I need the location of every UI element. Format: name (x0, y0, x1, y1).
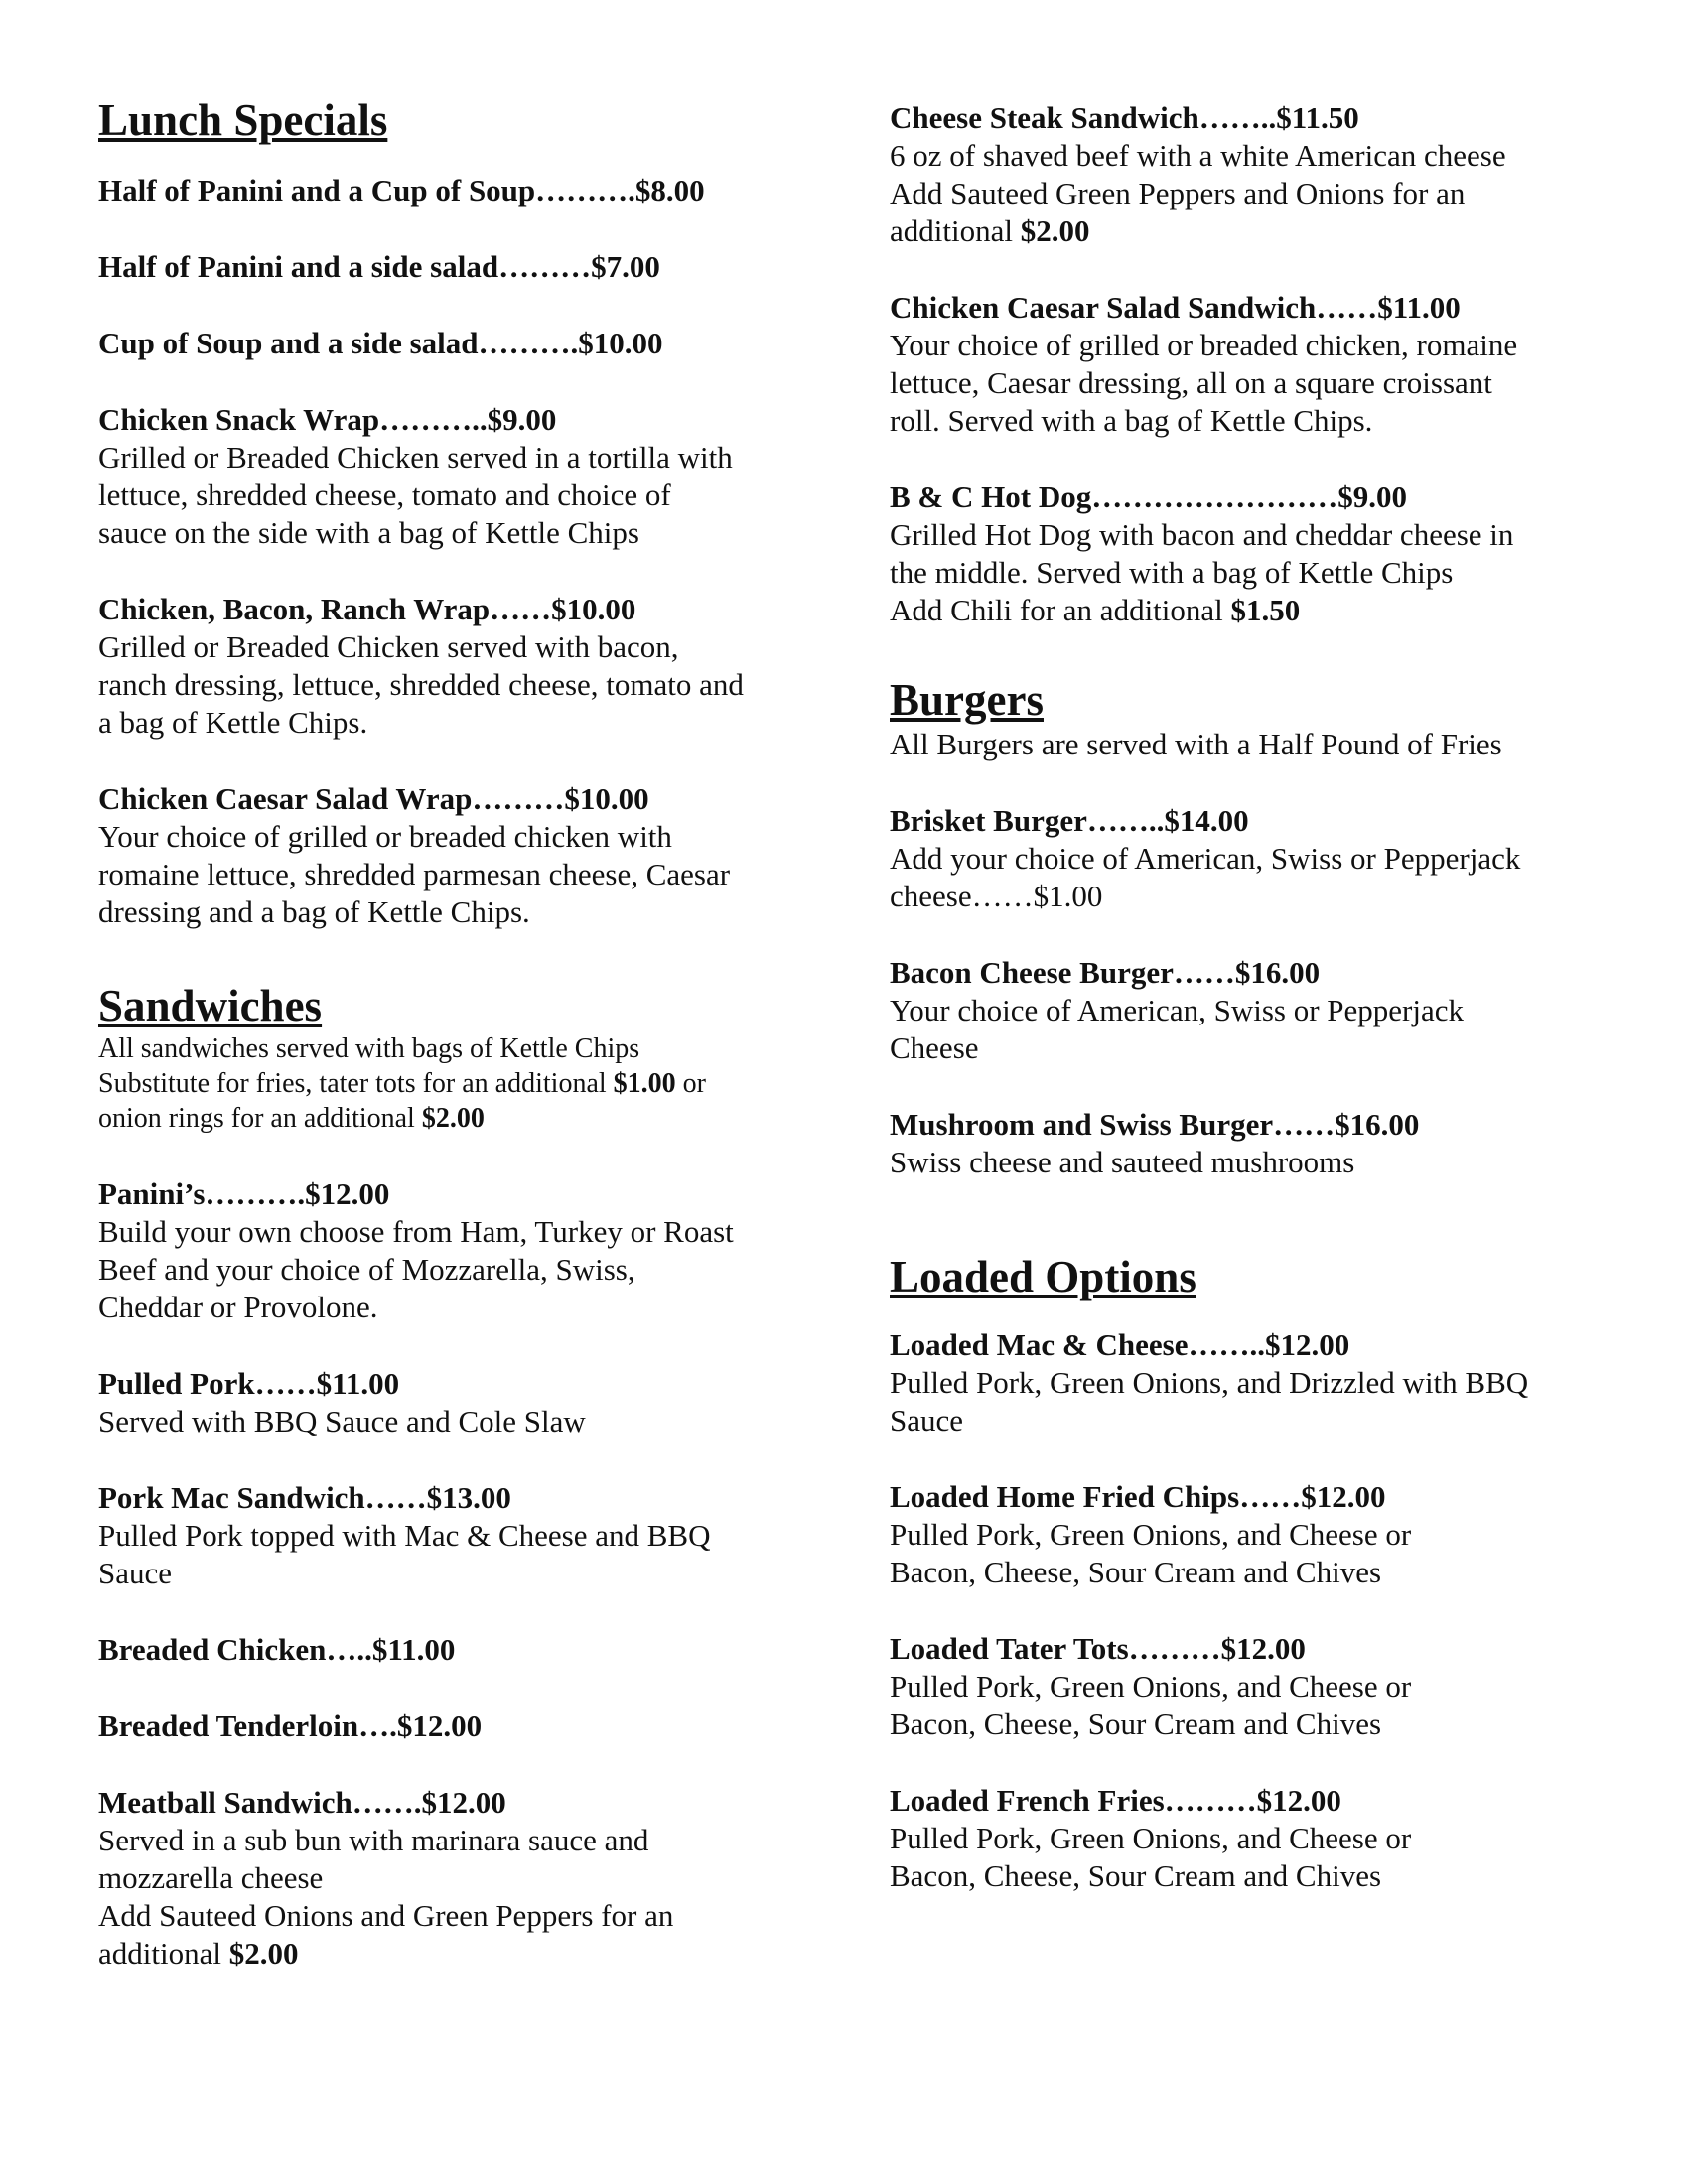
item-description: Pulled Pork, Green Onions, and Cheese or (890, 1821, 1412, 1855)
item-description: Sauce (98, 1556, 173, 1590)
desc-price: $1.50 (1230, 593, 1301, 627)
menu-item (890, 954, 1605, 1067)
item-description: Bacon, Cheese, Sour Cream and Chives (890, 1555, 1382, 1589)
menu-item (98, 1175, 813, 1326)
menu-item (890, 478, 1605, 629)
menu-item (890, 1326, 1605, 1439)
menu-item (890, 99, 1605, 250)
item-name: Loaded Mac & Cheese……..$12.00 (890, 1327, 1350, 1362)
menu-item (98, 1784, 813, 1973)
menu-item (890, 1782, 1605, 1895)
item-description: ranch dressing, lettuce, shredded cheese, tomato and (98, 667, 744, 702)
menu-item (98, 1365, 813, 1440)
item-description: Sauce (890, 1403, 964, 1437)
item-description: Add Sauteed Green Peppers and Onions for an (890, 176, 1466, 210)
item-description: Build your own choose from Ham, Turkey or Roast (98, 1214, 734, 1249)
item-description (98, 1935, 813, 1973)
item-name: Pulled Pork……$11.00 (98, 1366, 400, 1401)
item-name: Panini’s……….$12.00 (98, 1176, 390, 1211)
menu-item (98, 401, 813, 552)
item-name: Cup of Soup and a side salad……….$10.00 (98, 326, 663, 360)
item-description: Grilled or Breaded Chicken served with bacon, (98, 629, 679, 664)
item-description: Swiss cheese and sauteed mushrooms (890, 1145, 1355, 1179)
item-name: Chicken Snack Wrap………..$9.00 (98, 402, 557, 437)
desc-text: additional (890, 213, 1021, 248)
item-description: romaine lettuce, shredded parmesan cheese, Caesar (98, 857, 731, 891)
menu-item (98, 591, 813, 742)
item-description: Grilled or Breaded Chicken served in a tortilla with (98, 440, 733, 475)
item-description: lettuce, Caesar dressing, all on a square croissant (890, 365, 1492, 400)
burgers-title: Burgers (890, 675, 1044, 725)
desc-text: Add Chili for an additional (890, 593, 1231, 627)
item-description: Pulled Pork, Green Onions, and Cheese or (890, 1517, 1412, 1552)
item-name: Half of Panini and a Cup of Soup……….$8.00 (98, 173, 705, 207)
item-description: Your choice of American, Swiss or Pepperjack (890, 993, 1464, 1027)
note-price: $1.00 (613, 1068, 676, 1099)
item-name: Bacon Cheese Burger……$16.00 (890, 955, 1321, 990)
item-name: Meatball Sandwich…….$12.00 (98, 1785, 506, 1820)
item-description (890, 212, 1605, 250)
item-description: the middle. Served with a bag of Kettle Chips (890, 555, 1454, 590)
menu-item (890, 1478, 1605, 1591)
item-description: Add your choice of American, Swiss or Pepperjack (890, 841, 1521, 876)
item-name: Chicken Caesar Salad Wrap………$10.00 (98, 781, 649, 816)
item-description (890, 592, 1605, 629)
menu-item (890, 1630, 1605, 1743)
item-description: mozzarella cheese (98, 1860, 324, 1895)
note-line (98, 1101, 813, 1136)
item-description: 6 oz of shaved beef with a white American cheese (890, 138, 1506, 173)
item-name: B & C Hot Dog……………………$9.00 (890, 479, 1407, 514)
item-description: Bacon, Cheese, Sour Cream and Chives (890, 1858, 1382, 1893)
item-description: Add Sauteed Onions and Green Peppers for an (98, 1898, 674, 1933)
lunch-specials-title: Lunch Specials (98, 95, 388, 145)
menu-item (98, 1479, 813, 1592)
item-description: Your choice of grilled or breaded chicken, romaine (890, 328, 1518, 362)
item-name: Loaded Tater Tots………$12.00 (890, 1631, 1306, 1666)
item-description: dressing and a bag of Kettle Chips. (98, 894, 530, 929)
item-description: Your choice of grilled or breaded chicken with (98, 819, 672, 854)
item-description: Pulled Pork, Green Onions, and Cheese or (890, 1669, 1412, 1704)
item-name: Chicken Caesar Salad Sandwich……$11.00 (890, 290, 1461, 325)
desc-price: $2.00 (1020, 213, 1090, 248)
item-description: a bag of Kettle Chips. (98, 705, 368, 740)
item-name: Breaded Tenderloin….$12.00 (98, 1708, 483, 1743)
sandwiches-title: Sandwiches (98, 981, 323, 1030)
item-description: lettuce, shredded cheese, tomato and choice of (98, 478, 671, 512)
note-text: or (675, 1068, 706, 1099)
note-price: $2.00 (421, 1103, 485, 1134)
menu-item (98, 172, 813, 209)
item-name: Cheese Steak Sandwich……..$11.50 (890, 100, 1359, 135)
item-description: Bacon, Cheese, Sour Cream and Chives (890, 1706, 1382, 1741)
menu-item (98, 780, 813, 931)
item-name: Brisket Burger……..$14.00 (890, 803, 1249, 838)
item-description: Pulled Pork, Green Onions, and Drizzled with BBQ (890, 1365, 1529, 1400)
item-name: Loaded Home Fried Chips……$12.00 (890, 1479, 1386, 1514)
item-description: Cheese (890, 1030, 979, 1065)
menu-item (890, 1106, 1605, 1181)
menu-item (890, 802, 1605, 915)
item-description: Beef and your choice of Mozzarella, Swiss, (98, 1252, 635, 1287)
note-text: onion rings for an additional (98, 1103, 422, 1134)
item-name: Pork Mac Sandwich……$13.00 (98, 1480, 511, 1515)
left-column (98, 94, 813, 2011)
item-description: Served in a sub bun with marinara sauce and (98, 1823, 649, 1857)
item-name: Mushroom and Swiss Burger……$16.00 (890, 1107, 1420, 1142)
burgers-note: All Burgers are served with a Half Pound of Fries (890, 727, 1502, 761)
menu-item (98, 325, 813, 362)
menu-item (98, 1707, 813, 1745)
item-description: sauce on the side with a bag of Kettle Chips (98, 515, 639, 550)
item-description: Served with BBQ Sauce and Cole Slaw (98, 1404, 586, 1438)
loaded-options-title: Loaded Options (890, 1252, 1196, 1301)
note-line: All sandwiches served with bags of Kettle Chips (98, 1033, 640, 1064)
item-name: Chicken, Bacon, Ranch Wrap……$10.00 (98, 592, 636, 626)
item-description: Grilled Hot Dog with bacon and cheddar cheese in (890, 517, 1514, 552)
menu-item (890, 289, 1605, 440)
menu-item (98, 248, 813, 286)
desc-text: additional (98, 1936, 229, 1971)
menu-item (98, 1631, 813, 1669)
item-description: roll. Served with a bag of Kettle Chips. (890, 403, 1373, 438)
item-name: Breaded Chicken…..$11.00 (98, 1632, 456, 1667)
item-description: cheese……$1.00 (890, 879, 1103, 913)
note-text: Substitute for fries, tater tots for an additional (98, 1068, 614, 1099)
note-line (98, 1066, 813, 1101)
item-name: Loaded French Fries………$12.00 (890, 1783, 1341, 1818)
right-column (890, 99, 1605, 1934)
item-name: Half of Panini and a side salad………$7.00 (98, 249, 660, 284)
item-description: Pulled Pork topped with Mac & Cheese and BBQ (98, 1518, 711, 1553)
sandwiches-note (98, 1031, 813, 1136)
item-description: Cheddar or Provolone. (98, 1290, 378, 1324)
desc-price: $2.00 (228, 1936, 299, 1971)
